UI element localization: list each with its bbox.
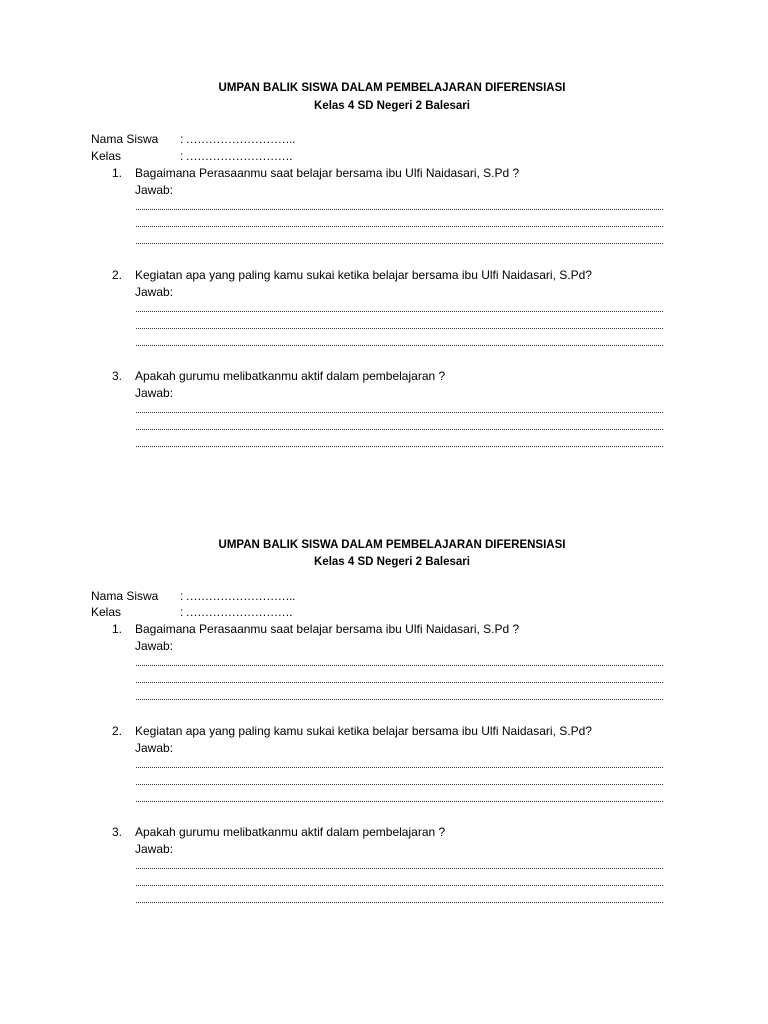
answer-line[interactable] (136, 243, 663, 244)
form-title: UMPAN BALIK SISWA DALAM PEMBELAJARAN DIFERENSIASI (218, 82, 566, 94)
answer-line[interactable] (136, 665, 663, 666)
answer-line[interactable] (136, 209, 663, 210)
answer-label: Jawab: (135, 639, 174, 653)
answer-line[interactable] (136, 784, 663, 785)
field-fill-line[interactable]: : ………………………. (180, 149, 293, 163)
question-number: 1. (112, 166, 123, 180)
question-number: 2. (112, 268, 123, 282)
answer-label: Jawab: (135, 285, 174, 299)
answer-label: Jawab: (135, 741, 174, 755)
answer-line[interactable] (136, 801, 663, 802)
question-text: Apakah gurumu melibatkanmu aktif dalam pembelajaran ? (135, 369, 446, 383)
question-number: 3. (112, 825, 123, 839)
answer-label: Jawab: (135, 386, 174, 400)
answer-label: Jawab: (135, 183, 174, 197)
form-subtitle: Kelas 4 SD Negeri 2 Balesari (314, 100, 470, 112)
answer-line[interactable] (136, 699, 663, 700)
answer-line[interactable] (136, 902, 663, 903)
answer-line[interactable] (136, 412, 663, 413)
question-number: 3. (112, 369, 123, 383)
field-fill-line[interactable]: : ………………………. (180, 605, 293, 619)
field-label: Nama Siswa (91, 132, 159, 146)
field-fill-line[interactable]: : ……………………….. (180, 589, 295, 603)
question-number: 2. (112, 724, 123, 738)
question-text: Kegiatan apa yang paling kamu sukai ketika belajar bersama ibu Ulfi Naidasari, S.Pd? (135, 268, 592, 282)
question-number: 1. (112, 622, 123, 636)
answer-line[interactable] (136, 682, 663, 683)
question-text: Apakah gurumu melibatkanmu aktif dalam pembelajaran ? (135, 825, 446, 839)
form-title: UMPAN BALIK SISWA DALAM PEMBELAJARAN DIFERENSIASI (218, 539, 566, 551)
answer-line[interactable] (136, 226, 663, 227)
answer-line[interactable] (136, 767, 663, 768)
answer-line[interactable] (136, 885, 663, 886)
answer-line[interactable] (136, 429, 663, 430)
answer-label: Jawab: (135, 842, 174, 856)
field-label: Kelas (91, 605, 122, 619)
field-fill-line[interactable]: : ……………………….. (180, 132, 295, 146)
form-subtitle: Kelas 4 SD Negeri 2 Balesari (314, 556, 470, 568)
answer-line[interactable] (136, 345, 663, 346)
field-label: Kelas (91, 149, 122, 163)
field-label: Nama Siswa (91, 589, 159, 603)
question-text: Kegiatan apa yang paling kamu sukai ketika belajar bersama ibu Ulfi Naidasari, S.Pd? (135, 724, 592, 738)
answer-line[interactable] (136, 328, 663, 329)
answer-line[interactable] (136, 311, 663, 312)
answer-line[interactable] (136, 446, 663, 447)
question-text: Bagaimana Perasaanmu saat belajar bersama ibu Ulfi Naidasari, S.Pd ? (135, 166, 520, 180)
answer-line[interactable] (136, 868, 663, 869)
question-text: Bagaimana Perasaanmu saat belajar bersama ibu Ulfi Naidasari, S.Pd ? (135, 622, 520, 636)
